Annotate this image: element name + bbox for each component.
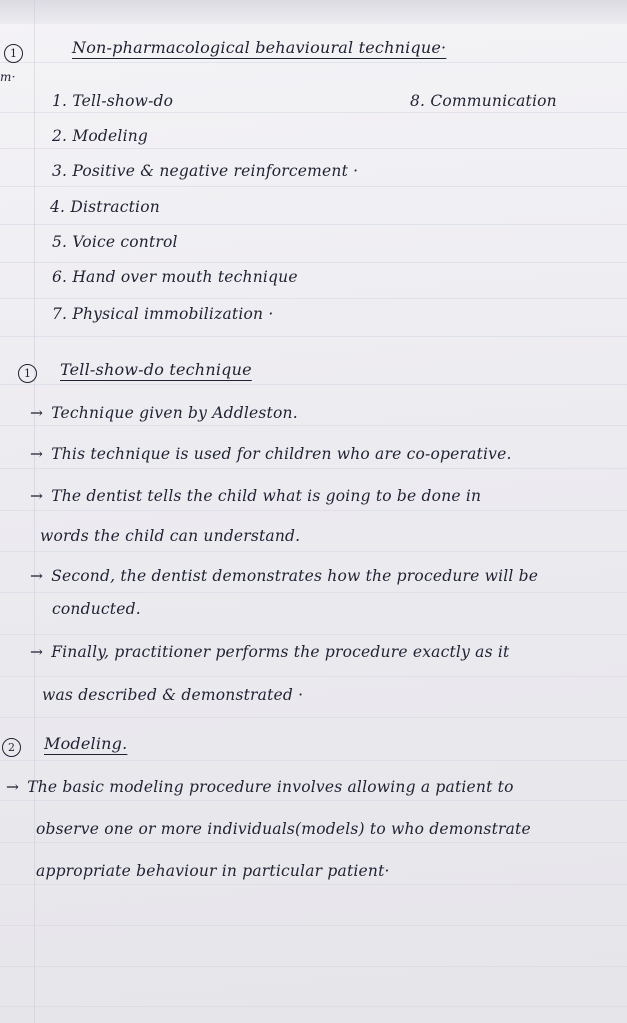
bullet-line [6, 778, 514, 796]
bullet-line [30, 445, 512, 463]
bullet-text: Technique given by Addleston. [51, 404, 298, 422]
continuation-line: was described & demonstrated · [42, 686, 304, 704]
margin-mark: m· [0, 70, 16, 84]
list-item: 8. Communication [410, 92, 557, 110]
arrow-icon: → [30, 487, 44, 505]
bullet-text: The dentist tells the child what is going to be done in [51, 487, 482, 505]
bullet-text: Second, the dentist demonstrates how the procedure will be [51, 567, 539, 585]
section-number-tsd: 1 [18, 364, 37, 383]
continuation-line: words the child can understand. [40, 527, 301, 545]
bullet-text: This technique is used for children who are co-operative. [51, 445, 512, 463]
continuation-line: observe one or more individuals(models) to who demonstrate [36, 820, 531, 838]
list-item: 4. Distraction [50, 198, 160, 216]
continuation-line: conducted. [52, 600, 141, 618]
bullet-line [30, 567, 538, 585]
page-top-edge [0, 0, 627, 24]
arrow-icon: → [30, 643, 44, 661]
list-item: 7. Physical immobilization · [52, 305, 274, 323]
bullet-line [30, 404, 298, 422]
section-number-modeling: 2 [2, 738, 21, 757]
list-item: 5. Voice control [52, 233, 178, 251]
bullet-text: Finally, practitioner performs the procedure exactly as it [51, 643, 510, 661]
list-item: 6. Hand over mouth technique [52, 268, 298, 286]
section-number-1: 1 [4, 44, 23, 63]
continuation-line: appropriate behaviour in particular patient· [36, 862, 390, 880]
arrow-icon: → [30, 404, 44, 422]
list-item: 3. Positive & negative reinforcement · [52, 162, 359, 180]
page-title: Non-pharmacological behavioural technique· [72, 38, 447, 57]
section-heading-tell-show-do: Tell-show-do technique [60, 360, 252, 379]
arrow-icon: → [6, 778, 20, 796]
bullet-line [30, 643, 509, 661]
list-item: 2. Modeling [52, 127, 149, 145]
bullet-text: The basic modeling procedure involves allowing a patient to [27, 778, 514, 796]
bullet-line [30, 487, 481, 505]
arrow-icon: → [30, 567, 44, 585]
section-heading-modeling: Modeling. [44, 734, 128, 753]
margin-line [34, 0, 35, 1023]
list-item: 1. Tell-show-do [52, 92, 174, 110]
arrow-icon: → [30, 445, 44, 463]
